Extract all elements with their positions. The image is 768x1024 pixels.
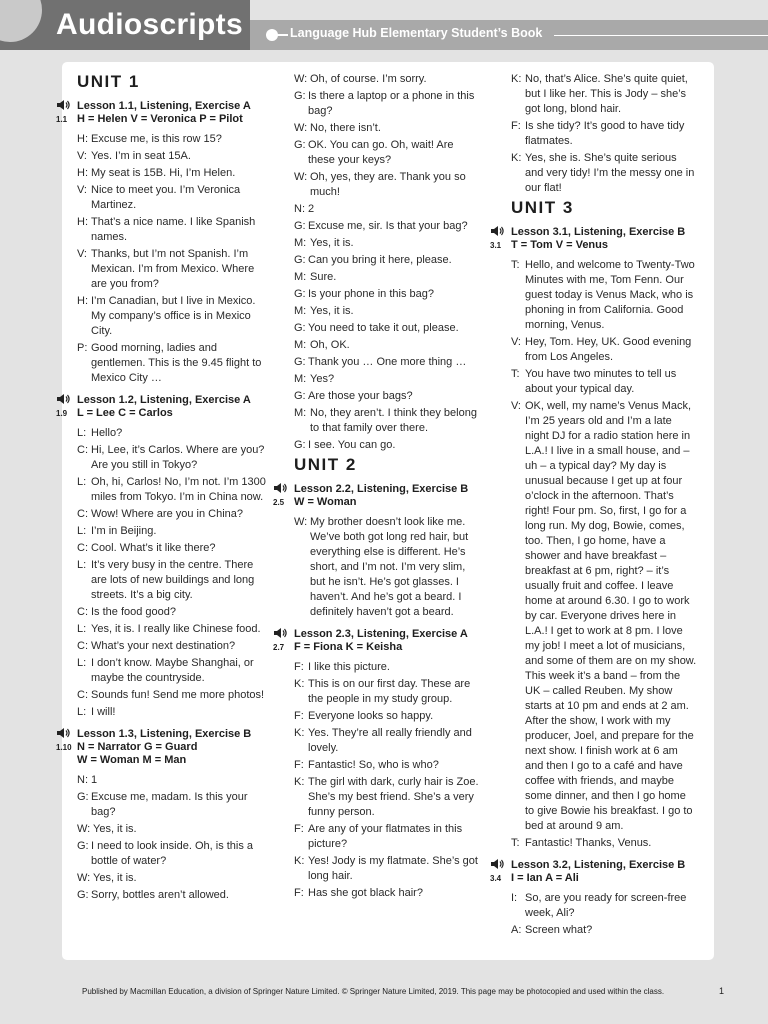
rule-line	[554, 35, 768, 36]
dialogue-line	[294, 515, 483, 620]
dialogue-text: Thank you … One more thing …	[308, 356, 467, 368]
speaker-key: H = Helen V = Veronica P = Pilot	[77, 113, 243, 125]
dialogue-line	[77, 871, 268, 886]
dialogue-text: Screen what?	[525, 924, 593, 936]
dialogue-text: Fantastic! Thanks, Venus.	[525, 837, 652, 849]
dialogue-line	[511, 923, 698, 938]
speaker-initial: K:	[294, 678, 305, 690]
speaker-initial: H:	[77, 133, 88, 145]
dialogue-line	[77, 294, 268, 339]
dialogue-text: Are those your bags?	[308, 390, 413, 402]
dialogue-line	[77, 149, 268, 164]
dialogue-line	[294, 372, 483, 387]
speaker-initial: L:	[77, 476, 87, 488]
dialogue-text: Hey, Tom. Hey, UK. Good evening from Los Angeles.	[525, 336, 692, 363]
dialogue-text: Cool. What’s it like there?	[91, 542, 216, 554]
dialogue-text: OK. You can go. Oh, wait! Are these your keys?	[308, 139, 454, 166]
speaker-initial: F:	[294, 823, 304, 835]
dialogue-text: It’s very busy in the centre. There are lots of new buildings and long streets. It’s a big city.	[91, 559, 255, 601]
lesson-heading	[273, 483, 483, 509]
dialogue-line	[294, 338, 483, 353]
dialogue-text: Oh, OK.	[310, 339, 350, 351]
track-number: 3.4	[490, 874, 502, 883]
speaker-initial: G:	[77, 889, 89, 901]
speaker-initial: G:	[294, 90, 306, 102]
dialogue-text: Yes. I’m in seat 15A.	[91, 150, 191, 162]
dialogue-line	[294, 886, 483, 901]
dialogue-line	[294, 854, 483, 884]
dialogue-line	[294, 170, 483, 200]
speaker-initial: L:	[77, 427, 87, 439]
dialogue-text: You need to take it out, please.	[308, 322, 459, 334]
dialogue-text: Yes. They’re all really friendly and lovely.	[308, 727, 472, 754]
speaker-initial: L:	[77, 657, 87, 669]
dialogue-text: 1	[91, 774, 98, 786]
speaker-initial: G:	[77, 791, 89, 803]
dialogue-line	[77, 773, 268, 788]
column-3	[490, 72, 698, 940]
speaker-initial: A:	[511, 924, 522, 936]
speaker-initial: V:	[77, 184, 87, 196]
speaker-initial: G:	[77, 840, 89, 852]
speaker-key: W = Woman M = Man	[77, 754, 187, 766]
speaker-initial: T:	[511, 368, 520, 380]
lesson-title: Lesson 1.3, Listening, Exercise B	[77, 728, 252, 740]
unit-heading: UNIT 1	[77, 72, 140, 91]
column-1	[56, 72, 268, 905]
dialogue-text: Yes! Jody is my flatmate. She’s got long hair.	[308, 855, 478, 882]
dialogue-line	[77, 247, 268, 292]
dialogue-text: Is there a laptop or a phone in this bag?	[308, 90, 475, 117]
dialogue-text: My brother doesn’t look like me. We’ve both got long red hair, but everything else is different. He’s short, and I’m not. I’m very slim, but he isn’t. He’s got glasses. I haven’t. And he’s got a beard. I definitely haven’t got a beard.	[310, 516, 469, 618]
dialogue-text: Fantastic! So, who is who?	[308, 759, 439, 771]
speaker-key: L = Lee C = Carlos	[77, 407, 173, 419]
dialogue-line	[294, 726, 483, 756]
speaker-initial: W:	[294, 73, 308, 85]
audio-speaker-icon	[273, 627, 287, 639]
dialogue-text: I will!	[91, 706, 116, 718]
dialogue-line	[77, 475, 268, 505]
speaker-initial: G:	[294, 356, 306, 368]
dialogue-line	[294, 304, 483, 319]
dialogue-text: This is on our first day. These are the people in my study group.	[308, 678, 471, 705]
track-number: 1.10	[56, 743, 72, 752]
track-number: 2.5	[273, 498, 285, 507]
speaker-initial: F:	[294, 710, 304, 722]
speaker-initial: M:	[294, 373, 307, 385]
dialogue-text: Has she got black hair?	[308, 887, 423, 899]
dialogue-line	[77, 426, 268, 441]
dialogue-line	[77, 166, 268, 181]
dialogue-line	[294, 219, 483, 234]
dialogue-text: Are any of your flatmates in this picture?	[308, 823, 463, 850]
dialogue-text: Yes, she is. She’s quite serious and very tidy! I’m the messy one in our flat!	[525, 152, 695, 194]
dialogue-line	[77, 822, 268, 837]
speaker-initial: V:	[511, 400, 521, 412]
speaker-initial: L:	[77, 706, 87, 718]
dialogue-line	[511, 399, 698, 834]
dialogue-text: Nice to meet you. I’m Veronica Martinez.	[91, 184, 241, 211]
speaker-initial: G:	[294, 288, 306, 300]
unit-heading: UNIT 3	[511, 198, 574, 217]
dialogue-line	[294, 822, 483, 852]
speaker-initial: V:	[511, 336, 521, 348]
dialogue-text: Sounds fun! Send me more photos!	[91, 689, 265, 701]
page-number: 1	[719, 986, 725, 996]
speaker-initial: I:	[511, 892, 518, 904]
dialogue-text: Yes, it is. I really like Chinese food.	[91, 623, 261, 635]
speaker-key: F = Fiona K = Keisha	[294, 641, 403, 653]
speaker-initial: K:	[511, 73, 522, 85]
speaker-key: W = Woman	[294, 496, 357, 508]
dialogue-text: I need to look inside. Oh, is this a bottle of water?	[91, 840, 254, 867]
speaker-initial: F:	[294, 887, 304, 899]
dialogue-line	[511, 367, 698, 397]
lesson-heading	[56, 100, 268, 126]
speaker-initial: M:	[294, 237, 307, 249]
dialogue-text: Excuse me, madam. Is this your bag?	[91, 791, 248, 818]
track-number: 1.1	[56, 115, 68, 124]
dialogue-text: Sure.	[310, 271, 337, 283]
dialogue-line	[294, 677, 483, 707]
unit-heading: UNIT 2	[294, 455, 357, 474]
speaker-initial: K:	[511, 152, 522, 164]
lesson-title: Lesson 3.2, Listening, Exercise B	[511, 859, 686, 871]
dialogue-line	[77, 639, 268, 654]
dialogue-text: Can you bring it here, please.	[308, 254, 452, 266]
dialogue-line	[77, 688, 268, 703]
dialogue-text: Hello?	[91, 427, 123, 439]
dialogue-line	[294, 270, 483, 285]
dialogue-text: Yes, it is.	[93, 823, 137, 835]
speaker-initial: M:	[294, 407, 307, 419]
dialogue-line	[294, 72, 483, 87]
dialogue-line	[77, 541, 268, 556]
dialogue-line	[511, 335, 698, 365]
speaker-initial: C:	[77, 689, 88, 701]
dialogue-line	[511, 891, 698, 921]
dialogue-text: Excuse me, sir. Is that your bag?	[308, 220, 468, 232]
title-block	[0, 0, 250, 50]
dialogue-line	[77, 524, 268, 539]
speaker-initial: H:	[77, 167, 88, 179]
dialogue-text: What’s your next destination?	[91, 640, 236, 652]
speaker-key: I = Ian A = Ali	[511, 872, 579, 884]
dialogue-line	[294, 89, 483, 119]
dialogue-line	[294, 287, 483, 302]
dialogue-text: Sorry, bottles aren’t allowed.	[91, 889, 229, 901]
dialogue-text: Oh, yes, they are. Thank you so much!	[310, 171, 466, 198]
lesson-title: Lesson 1.2, Listening, Exercise A	[77, 394, 251, 406]
speaker-initial: M:	[294, 339, 307, 351]
speaker-initial: G:	[294, 322, 306, 334]
dialogue-line	[77, 705, 268, 720]
dialogue-text: I don’t know. Maybe Shanghai, or maybe the countryside.	[91, 657, 254, 684]
speaker-initial: G:	[294, 390, 306, 402]
dialogue-line	[77, 888, 268, 903]
dialogue-line	[511, 151, 698, 196]
speaker-initial: H:	[77, 216, 88, 228]
dialogue-text: Excuse me, is this row 15?	[91, 133, 222, 145]
speaker-initial: W:	[77, 872, 91, 884]
corner-tab	[0, 0, 42, 42]
dialogue-line	[511, 836, 698, 851]
dialogue-text: I’m in Beijing.	[91, 525, 157, 537]
speaker-key: T = Tom V = Venus	[511, 239, 608, 251]
dialogue-line	[294, 389, 483, 404]
speaker-initial: G:	[294, 139, 306, 151]
dialogue-text: Wow! Where are you in China?	[91, 508, 244, 520]
dialogue-text: OK, well, my name’s Venus Mack, I’m 25 years old and I’m a late night DJ for a radio station here in L.A.! I live in a small house, and – uh – a typical day? My day is unusual because I get up at four o’clock in the afternoon. That’s right! Four pm. So, first, I go for a long run. My dog, Bowie, comes, too. Then, I go home, have a shower and have breakfast – breakfast at 6 pm, right? – it’s usually fruit and coffee. I leave home at around 6.30. I go to work by car. Everyone drives here in L.A.! I get to work at 8 pm. I love my job! I meet a lot of musicians, and some of them are on my show. This week it’s a band – from the UK – called Reuben. My show starts at 10 pm and ends at 2 am. After the show, I work with my producer, Joel, and prepare for the next show. I finish work at 6 am and then I go to a café and have coffee with friends, and maybe some dinner, and then I go home to give Bowie his breakfast. I go to bed at around 9 am.	[525, 400, 697, 832]
speaker-initial: H:	[77, 295, 88, 307]
speaker-initial: T:	[511, 259, 520, 271]
dialogue-text: My seat is 15B. Hi, I’m Helen.	[91, 167, 236, 179]
dialogue-line	[77, 132, 268, 147]
speaker-initial: V:	[77, 150, 87, 162]
speaker-initial: L:	[77, 623, 87, 635]
lesson-heading	[273, 628, 483, 654]
dialogue-text: Hello, and welcome to Twenty-Two Minutes with me, Tom Fenn. Our guest today is Venus Mack, who is phoning in from California. Good morning, Venus.	[525, 259, 695, 331]
lesson-heading	[490, 859, 698, 885]
speaker-initial: L:	[77, 559, 87, 571]
dialogue-text: Hi, Lee, it’s Carlos. Where are you? Are you still in Tokyo?	[91, 444, 265, 471]
dialogue-line	[294, 138, 483, 168]
page-header	[0, 0, 768, 50]
dialogue-line	[77, 443, 268, 473]
speaker-initial: G:	[294, 254, 306, 266]
speaker-initial: C:	[77, 542, 88, 554]
dialogue-line	[77, 656, 268, 686]
speaker-initial: M:	[294, 271, 307, 283]
dialogue-text: Is she tidy? It’s good to have tidy flatmates.	[525, 120, 685, 147]
speaker-initial: L:	[77, 525, 87, 537]
dialogue-text: Yes, it is.	[310, 237, 354, 249]
lesson-heading	[56, 394, 268, 420]
dialogue-line	[294, 202, 483, 217]
page-title: Audioscripts	[56, 8, 243, 41]
dialogue-line	[77, 558, 268, 603]
rule-line	[276, 34, 288, 36]
dialogue-line	[294, 236, 483, 251]
lesson-title: Lesson 1.1, Listening, Exercise A	[77, 100, 251, 112]
dialogue-text: Good morning, ladies and gentlemen. This is the 9.45 flight to Mexico City …	[91, 342, 262, 384]
dialogue-line	[77, 183, 268, 213]
dialogue-line	[77, 839, 268, 869]
audio-speaker-icon	[490, 225, 504, 237]
dialogue-text: Oh, of course. I’m sorry.	[310, 73, 427, 85]
dialogue-text: I’m Canadian, but I live in Mexico. My company’s office is in Mexico City.	[91, 295, 256, 337]
dialogue-line	[294, 406, 483, 436]
speaker-initial: C:	[77, 444, 88, 456]
speaker-initial: G:	[294, 220, 306, 232]
audio-speaker-icon	[273, 482, 287, 494]
dialogue-line	[294, 321, 483, 336]
speaker-initial: M:	[294, 305, 307, 317]
speaker-initial: G:	[294, 439, 306, 451]
dialogue-line	[294, 709, 483, 724]
speaker-initial: F:	[294, 661, 304, 673]
speaker-initial: C:	[77, 640, 88, 652]
column-2	[273, 72, 483, 903]
dialogue-line	[77, 507, 268, 522]
dialogue-text: Thanks, but I’m not Spanish. I’m Mexican. I’m from Mexico. Where are you from?	[91, 248, 255, 290]
dialogue-text: Is the food good?	[91, 606, 177, 618]
dialogue-text: The girl with dark, curly hair is Zoe. She’s my best friend. She’s a very funny person.	[308, 776, 479, 818]
lesson-heading	[56, 728, 268, 767]
dialogue-text: I like this picture.	[308, 661, 390, 673]
speaker-initial: C:	[77, 508, 88, 520]
speaker-initial: W:	[294, 516, 308, 528]
dialogue-line	[294, 758, 483, 773]
track-number: 1.9	[56, 409, 68, 418]
speaker-initial: P:	[77, 342, 88, 354]
speaker-initial: C:	[77, 606, 88, 618]
dialogue-line	[511, 258, 698, 333]
lesson-title: Lesson 3.1, Listening, Exercise B	[511, 226, 686, 238]
speaker-initial: K:	[294, 727, 305, 739]
dialogue-text: Is your phone in this bag?	[308, 288, 434, 300]
lesson-heading	[490, 226, 698, 252]
dialogue-line	[77, 605, 268, 620]
dialogue-line	[294, 438, 483, 453]
dialogue-text: No, that’s Alice. She’s quite quiet, but I like her. This is Jody – she’s got long, blond hair.	[525, 73, 688, 115]
speaker-initial: W:	[77, 823, 91, 835]
dialogue-line	[294, 253, 483, 268]
speaker-initial: F:	[511, 120, 521, 132]
dialogue-text: Oh, hi, Carlos! No, I’m not. I’m 1300 miles from Tokyo. I’m in China now.	[91, 476, 266, 503]
dialogue-text: Yes, it is.	[310, 305, 354, 317]
dialogue-line	[294, 660, 483, 675]
dialogue-text: That’s a nice name. I like Spanish names.	[91, 216, 256, 243]
footer-copyright: Published by Macmillan Education, a division of Springer Nature Limited. © Springer Nature Limited, 2019. This page may be photocopied and used within the class.	[82, 987, 665, 996]
track-number: 3.1	[490, 241, 502, 250]
lesson-title: Lesson 2.3, Listening, Exercise A	[294, 628, 468, 640]
dialogue-line	[77, 622, 268, 637]
speaker-key: N = Narrator G = Guard	[77, 741, 198, 753]
audio-speaker-icon	[56, 393, 70, 405]
speaker-initial: F:	[294, 759, 304, 771]
dialogue-text: I see. You can go.	[308, 439, 396, 451]
dialogue-text: 2	[308, 203, 315, 215]
track-number: 2.7	[273, 643, 285, 652]
speaker-initial: N:	[294, 203, 305, 215]
audio-speaker-icon	[56, 727, 70, 739]
dialogue-text: No, there isn’t.	[310, 122, 381, 134]
speaker-initial: K:	[294, 776, 305, 788]
dialogue-text: Everyone looks so happy.	[308, 710, 434, 722]
dialogue-text: No, they aren’t. I think they belong to that family over there.	[310, 407, 477, 434]
speaker-initial: N:	[77, 774, 88, 786]
dialogue-text: Yes, it is.	[93, 872, 137, 884]
dialogue-text: You have two minutes to tell us about your typical day.	[525, 368, 677, 395]
dialogue-line	[77, 215, 268, 245]
dialogue-line	[294, 355, 483, 370]
dialogue-line	[294, 121, 483, 136]
dialogue-text: So, are you ready for screen-free week, Ali?	[525, 892, 687, 919]
speaker-initial: V:	[77, 248, 87, 260]
audio-speaker-icon	[56, 99, 70, 111]
audio-speaker-icon	[490, 858, 504, 870]
speaker-initial: W:	[294, 122, 308, 134]
dialogue-line	[77, 341, 268, 386]
dialogue-line	[511, 119, 698, 149]
book-title: Language Hub Elementary Student’s Book	[290, 26, 543, 40]
dialogue-text: Yes?	[310, 373, 335, 385]
dialogue-line	[294, 775, 483, 820]
speaker-initial: K:	[294, 855, 305, 867]
speaker-initial: T:	[511, 837, 520, 849]
lesson-title: Lesson 2.2, Listening, Exercise B	[294, 483, 469, 495]
dialogue-line	[511, 72, 698, 117]
dialogue-line	[77, 790, 268, 820]
speaker-initial: W:	[294, 171, 308, 183]
